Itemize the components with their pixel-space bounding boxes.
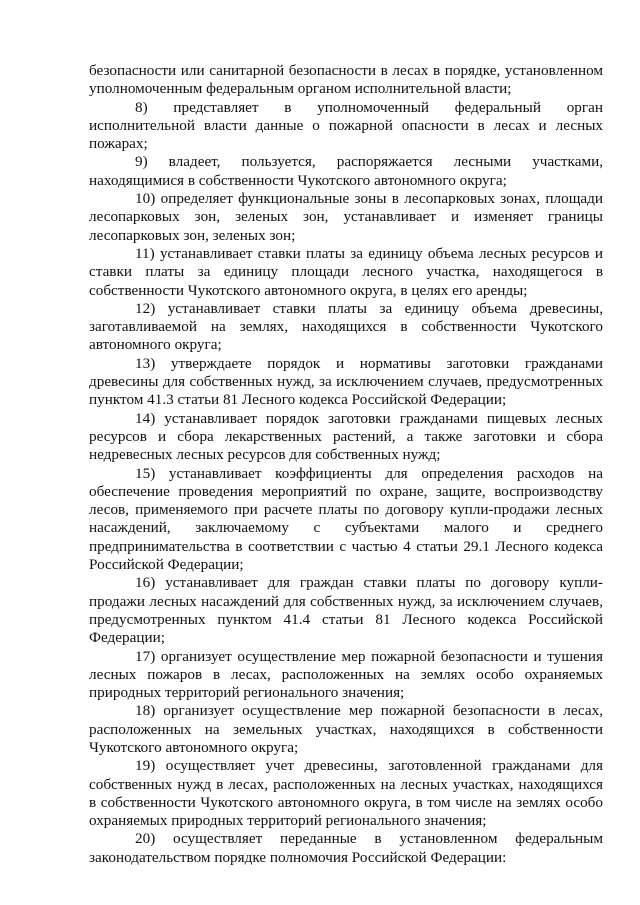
paragraph-item-20: 20) осуществляет переданные в установленном федеральным законодательством порядке полномочия Российской Федерации: <box>89 830 603 866</box>
paragraph-item-11: 11) устанавливает ставки платы за единицу объема лесных ресурсов и ставки платы за единицу площади лесного участка, находящегося в собственности Чукотского автономного округа, в целях его аренды; <box>89 244 603 299</box>
paragraph-item-12: 12) устанавливает ставки платы за единицу объема древесины, заготавливаемой на землях, находящихся в собственности Чукотского автономного округа; <box>89 299 603 354</box>
paragraph-item-13: 13) утверждаете порядок и нормативы заготовки гражданами древесины для собственных нужд, за исключением случаев, предусмотренных пунктом 41.3 статьи 81 Лесного кодекса Российской Федерации; <box>89 354 603 409</box>
paragraph-item-18: 18) организует осуществление мер пожарной безопасности в лесах, расположенных на земельных участках, находящихся в собственности Чукотского автономного округа; <box>89 702 603 756</box>
paragraph-item-8: 8) представляет в уполномоченный федеральный орган исполнительной власти данные о пожарной опасности в лесах и лесных пожарах; <box>89 98 603 153</box>
document-page <box>89 62 603 867</box>
paragraph-continuation: безопасности или санитарной безопасности в лесах в порядке, установленном уполномоченным федеральным органом исполнительной власти; <box>89 62 603 98</box>
paragraph-item-14: 14) устанавливает порядок заготовки гражданами пищевых лесных ресурсов и сбора лекарственных растений, а также заготовки и сбора недревесных лесных ресурсов для собственных нужд; <box>89 409 603 464</box>
paragraph-item-9: 9) владеет, пользуется, распоряжается лесными участками, находящимися в собственности Чукотского автономного округа; <box>89 153 603 189</box>
paragraph-item-10: 10) определяет функциональные зоны в лесопарковых зонах, площади лесопарковых зон, зеленых зон, устанавливает и изменяет границы лесопарковых зон, зеленых зон; <box>89 190 603 244</box>
paragraph-item-17: 17) организует осуществление мер пожарной безопасности и тушения лесных пожаров в лесах, расположенных на землях особо охраняемых природных территорий регионального значения; <box>89 647 603 702</box>
paragraph-item-19: 19) осуществляет учет древесины, заготовленной гражданами для собственных нужд в лесах, расположенных на лесных участках, находящихся в собственности Чукотского автономного округа, в том числе на землях особо охраняемых природных территорий регионального значения; <box>89 757 603 830</box>
paragraph-item-16: 16) устанавливает для граждан ставки платы по договору купли-продажи лесных насаждений для собственных нужд, за исключением случаев, предусмотренных пунктом 41.4 статьи 81 Лесного кодекса Российской Федерации; <box>89 574 603 647</box>
paragraph-item-15: 15) устанавливает коэффициенты для определения расходов на обеспечение проведения мероприятий по охране, защите, воспроизводству лесов, применяемого при расчете платы по договору купли-продажи лесных насаждений, заключаемому с субъектами малого и среднего предпринимательства в соответствии с частью 4 статьи 29.1 Лесного кодекса Российской Федерации; <box>89 464 603 574</box>
